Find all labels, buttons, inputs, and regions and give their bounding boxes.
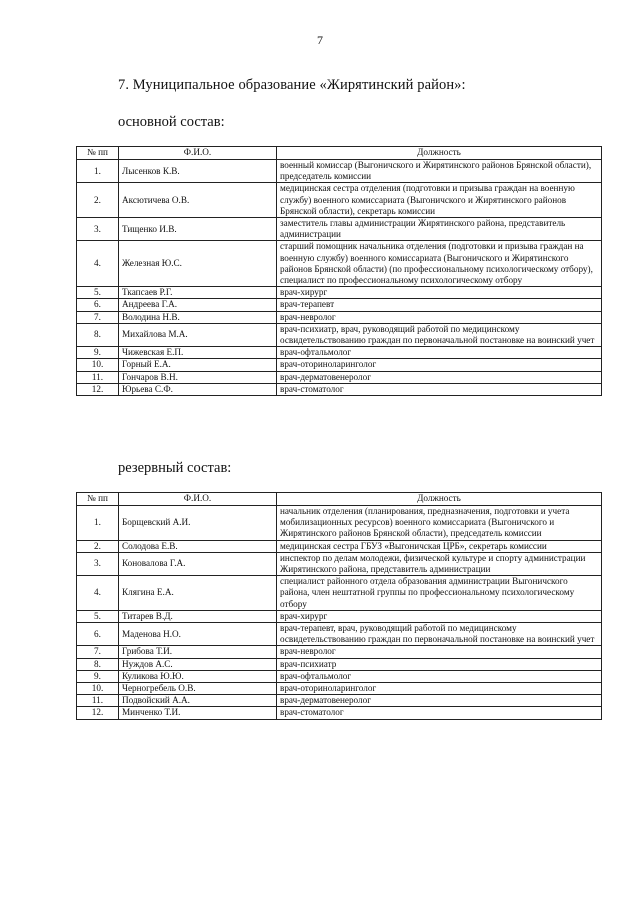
page-number: 7 [317,33,323,47]
main-composition-table [76,146,602,396]
header-name: Ф.И.О. [119,147,277,160]
row-number: 12. [77,707,119,719]
member-name: Куликова Ю.Ю. [119,670,277,682]
member-name: Чижевская Е.П. [119,347,277,359]
row-number: 8. [77,323,119,346]
member-position: врач-хирург [277,287,602,299]
member-position: медицинская сестра отделения (подготовки и призыва граждан на военную службу) военного комиссариата (Выгоничского и Жирятинского районов Брянской области), секретарь комиссии [277,183,602,218]
member-name: Андреева Г.А. [119,299,277,311]
table-row [77,287,602,299]
row-number: 12. [77,383,119,395]
table-row [77,323,602,346]
member-name: Маденова Н.О. [119,623,277,646]
member-name: Горный Е.А. [119,359,277,371]
table-row [77,383,602,395]
member-position: врач-хирург [277,610,602,622]
row-number: 9. [77,670,119,682]
member-position: врач-дерматовенеролог [277,371,602,383]
row-number: 2. [77,183,119,218]
reserve-composition-table [76,492,602,720]
table-row [77,160,602,183]
member-name: Нуждов А.С. [119,658,277,670]
table-row [77,552,602,575]
row-number: 5. [77,610,119,622]
member-name: Клягина Е.А. [119,576,277,611]
table-row [77,646,602,658]
row-number: 10. [77,359,119,371]
member-name: Минченко Т.И. [119,707,277,719]
row-number: 5. [77,287,119,299]
table-row [77,658,602,670]
member-position: врач-психиатр, врач, руководящий работой по медицинскому освидетельствованию граждан по первоначальной постановке на воинский учет [277,323,602,346]
table-row [77,241,602,287]
row-number: 11. [77,371,119,383]
member-position: врач-оториноларинголог [277,359,602,371]
header-name: Ф.И.О. [119,493,277,506]
reserve-table-body [77,506,602,720]
member-position: специалист районного отдела образования администрации Выгоничского района, член нештатной группы по профессиональному психологическому отбору [277,576,602,611]
member-position: врач-терапевт [277,299,602,311]
row-number: 6. [77,623,119,646]
member-name: Гончаров В.Н. [119,371,277,383]
member-position: военный комиссар (Выгоничского и Жирятинского районов Брянской области), председатель комиссии [277,160,602,183]
main-table-body [77,160,602,396]
row-number: 3. [77,218,119,241]
table-row [77,670,602,682]
member-position: врач-офтальмолог [277,670,602,682]
member-name: Михайлова М.А. [119,323,277,346]
table-header-row [77,493,602,506]
member-position: старший помощник начальника отделения (подготовки и призыва граждан на военную службу) военного комиссариата (Выгоничского и Жирятинского районов Брянской области) (по профессиональному психологическому отбору), специалист по профессиональному психологическому отбору [277,241,602,287]
member-name: Володина Н.В. [119,311,277,323]
member-position: инспектор по делам молодежи, физической культуре и спорту администрации Жирятинского района, представитель администрации [277,552,602,575]
row-number: 4. [77,241,119,287]
table-row [77,347,602,359]
member-position: врач-стоматолог [277,707,602,719]
row-number: 3. [77,552,119,575]
table-row [77,695,602,707]
member-name: Лысенков К.В. [119,160,277,183]
header-number: № пп [77,493,119,506]
member-position: медицинская сестра ГБУЗ «Выгоничская ЦРБ», секретарь комиссии [277,540,602,552]
header-number: № пп [77,147,119,160]
row-number: 8. [77,658,119,670]
row-number: 4. [77,576,119,611]
table-row [77,623,602,646]
row-number: 1. [77,160,119,183]
table-row [77,540,602,552]
header-position: Должность [277,493,602,506]
member-name: Тищенко И.В. [119,218,277,241]
member-position: врач-оториноларинголог [277,683,602,695]
member-position: врач-терапевт, врач, руководящий работой по медицинскому освидетельствованию граждан по первоначальной постановке на воинский учет [277,623,602,646]
table-header-row [77,147,602,160]
member-name: Коновалова Г.А. [119,552,277,575]
row-number: 11. [77,695,119,707]
member-position: врач-дерматовенеролог [277,695,602,707]
section-title: 7. Муниципальное образование «Жирятинский район»: [118,77,466,93]
member-position: врач-офтальмолог [277,347,602,359]
table-row [77,576,602,611]
row-number: 10. [77,683,119,695]
member-name: Солодова Е.В. [119,540,277,552]
member-name: Черногребель О.В. [119,683,277,695]
member-position: заместитель главы администрации Жирятинского района, представитель администрации [277,218,602,241]
main-composition-title: основной состав: [118,114,225,130]
member-position: врач-невролог [277,646,602,658]
member-name: Юрьева С.Ф. [119,383,277,395]
row-number: 9. [77,347,119,359]
table-row [77,218,602,241]
member-position: врач-невролог [277,311,602,323]
row-number: 7. [77,646,119,658]
member-name: Борщевский А.И. [119,506,277,541]
row-number: 7. [77,311,119,323]
member-position: начальник отделения (планирования, предназначения, подготовки и учета мобилизационных ресурсов) военного комиссариата (Выгоничского и Жирятинского районов Брянской области), председатель комиссии [277,506,602,541]
member-name: Аксютичева О.В. [119,183,277,218]
member-name: Железная Ю.С. [119,241,277,287]
member-name: Подвойский А.А. [119,695,277,707]
table-row [77,183,602,218]
member-name: Ткапсаев Р.Г. [119,287,277,299]
reserve-composition-title: резервный состав: [118,460,232,476]
table-row [77,359,602,371]
member-position: врач-стоматолог [277,383,602,395]
table-row [77,311,602,323]
row-number: 6. [77,299,119,311]
table-row [77,610,602,622]
member-name: Грибова Т.И. [119,646,277,658]
table-row [77,683,602,695]
table-row [77,707,602,719]
table-row [77,371,602,383]
member-name: Титарев В.Д. [119,610,277,622]
header-position: Должность [277,147,602,160]
table-row [77,299,602,311]
table-row [77,506,602,541]
row-number: 2. [77,540,119,552]
row-number: 1. [77,506,119,541]
member-position: врач-психиатр [277,658,602,670]
